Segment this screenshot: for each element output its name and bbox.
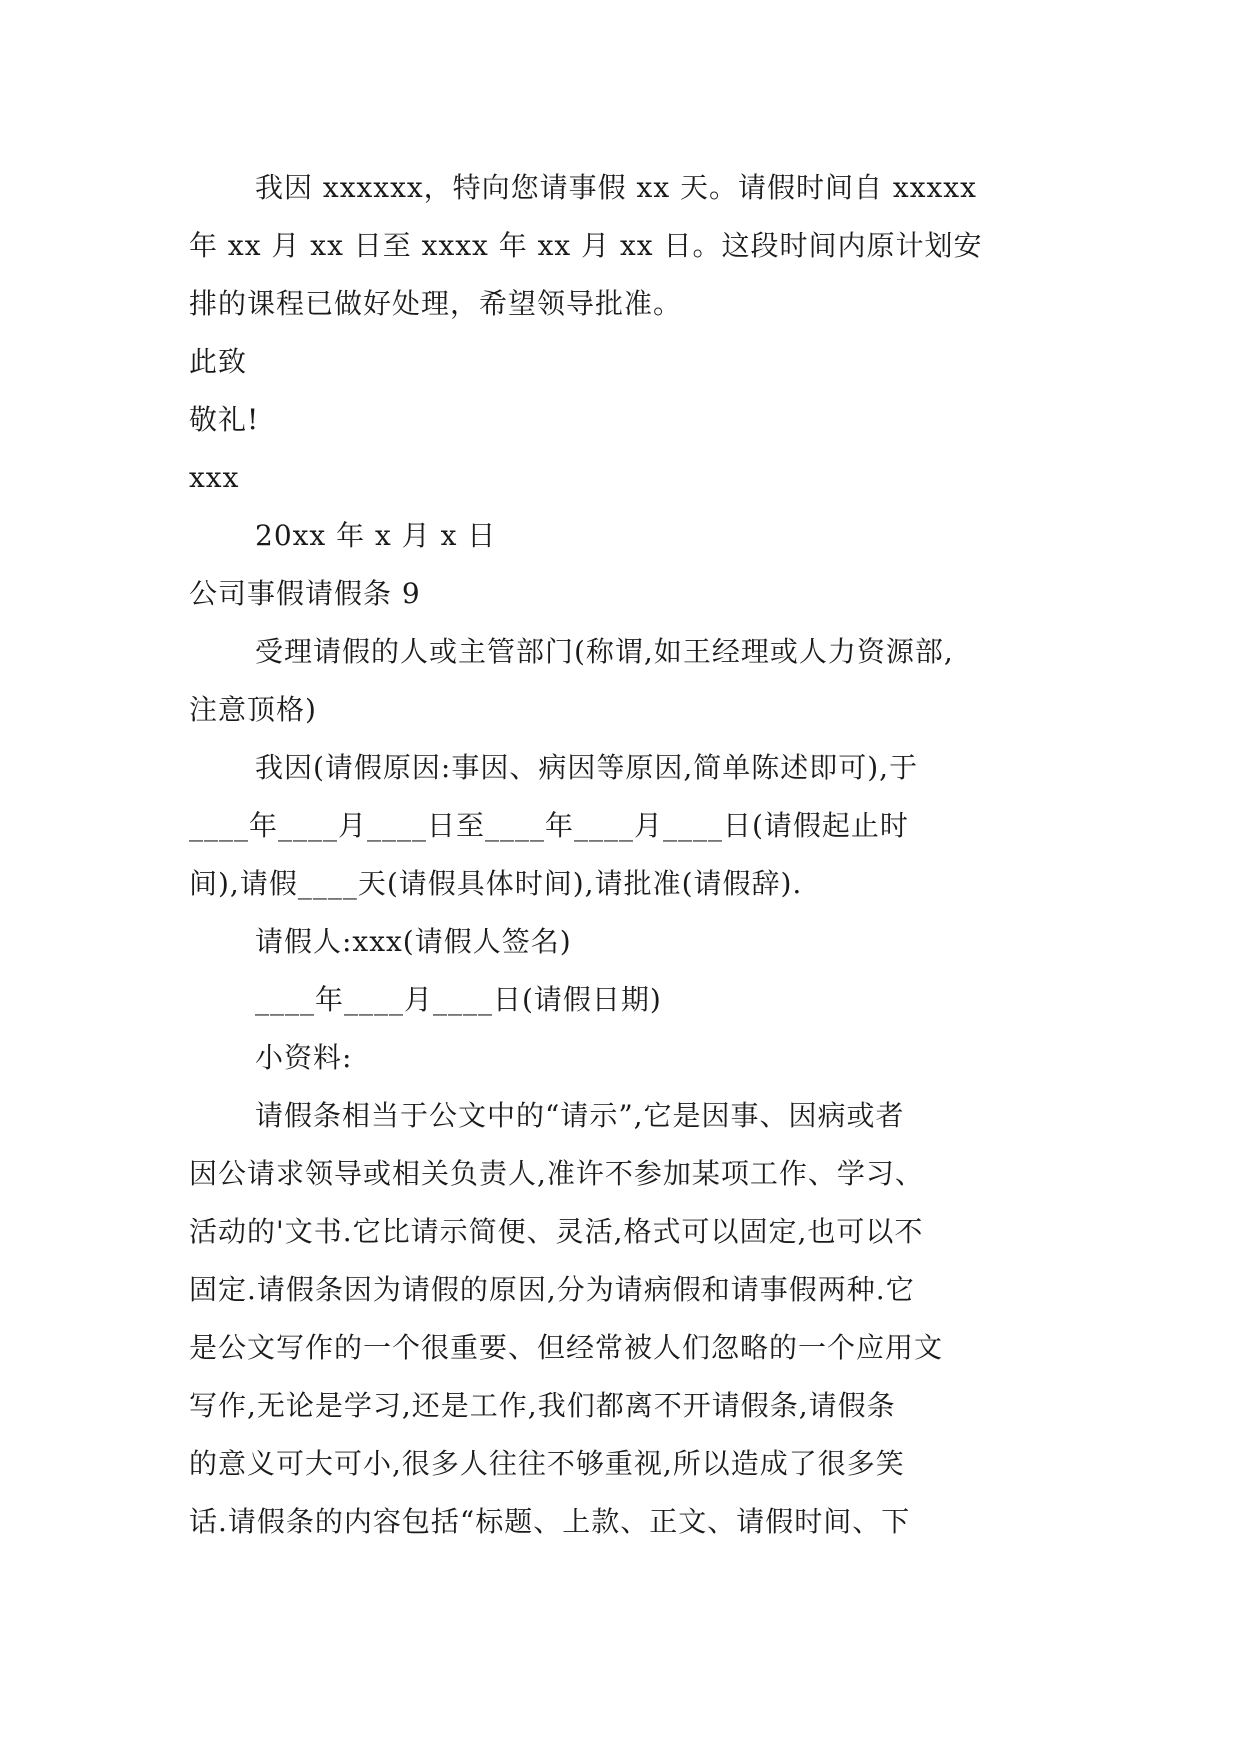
body-line: 活动的'文书.它比请示简便、灵活,格式可以固定,也可以不 <box>189 1215 924 1248</box>
closing-line: 敬礼! <box>189 403 260 436</box>
body-line: 固定.请假条因为请假的原因,分为请病假和请事假两种.它 <box>189 1273 915 1306</box>
body-line: 排的课程已做好处理，希望领导批准。 <box>189 287 683 320</box>
body-line: 话.请假条的内容包括“标题、上款、正文、请假时间、下 <box>189 1505 911 1538</box>
body-line: 是公文写作的一个很重要、但经常被人们忽略的一个应用文 <box>189 1331 944 1364</box>
subheading-line: 小资料: <box>255 1041 353 1074</box>
body-line: 写作,无论是学习,还是工作,我们都离不开请假条,请假条 <box>189 1389 896 1422</box>
signature-line: 请假人:xxx(请假人签名) <box>255 925 572 958</box>
date-line: 20xx 年 x 月 x 日 <box>255 519 497 552</box>
body-line: 我因 xxxxxx，特向您请事假 xx 天。请假时间自 xxxxx <box>255 171 977 204</box>
body-line: 我因(请假原因:事因、病因等原因,简单陈述即可),于 <box>255 751 919 784</box>
body-line: 受理请假的人或主管部门(称谓,如王经理或人力资源部, <box>255 635 954 668</box>
body-line: 年 xx 月 xx 日至 xxxx 年 xx 月 xx 日。这段时间内原计划安 <box>189 229 983 262</box>
closing-line: 此致 <box>189 345 248 378</box>
body-line: 间),请假____天(请假具体时间),请批准(请假辞). <box>189 867 803 900</box>
section-heading: 公司事假请假条 9 <box>189 577 421 610</box>
body-line: ____年____月____日至____年____月____日(请假起止时 <box>189 809 909 842</box>
date-line: ____年____月____日(请假日期) <box>255 983 662 1016</box>
body-line: 注意顶格) <box>189 693 317 726</box>
body-line: 因公请求领导或相关负责人,准许不参加某项工作、学习、 <box>189 1157 924 1190</box>
body-line: 请假条相当于公文中的“请示”,它是因事、因病或者 <box>255 1099 905 1132</box>
body-line: 的意义可大可小,很多人往往不够重视,所以造成了很多笑 <box>189 1447 905 1480</box>
signature-line: xxx <box>189 461 240 494</box>
